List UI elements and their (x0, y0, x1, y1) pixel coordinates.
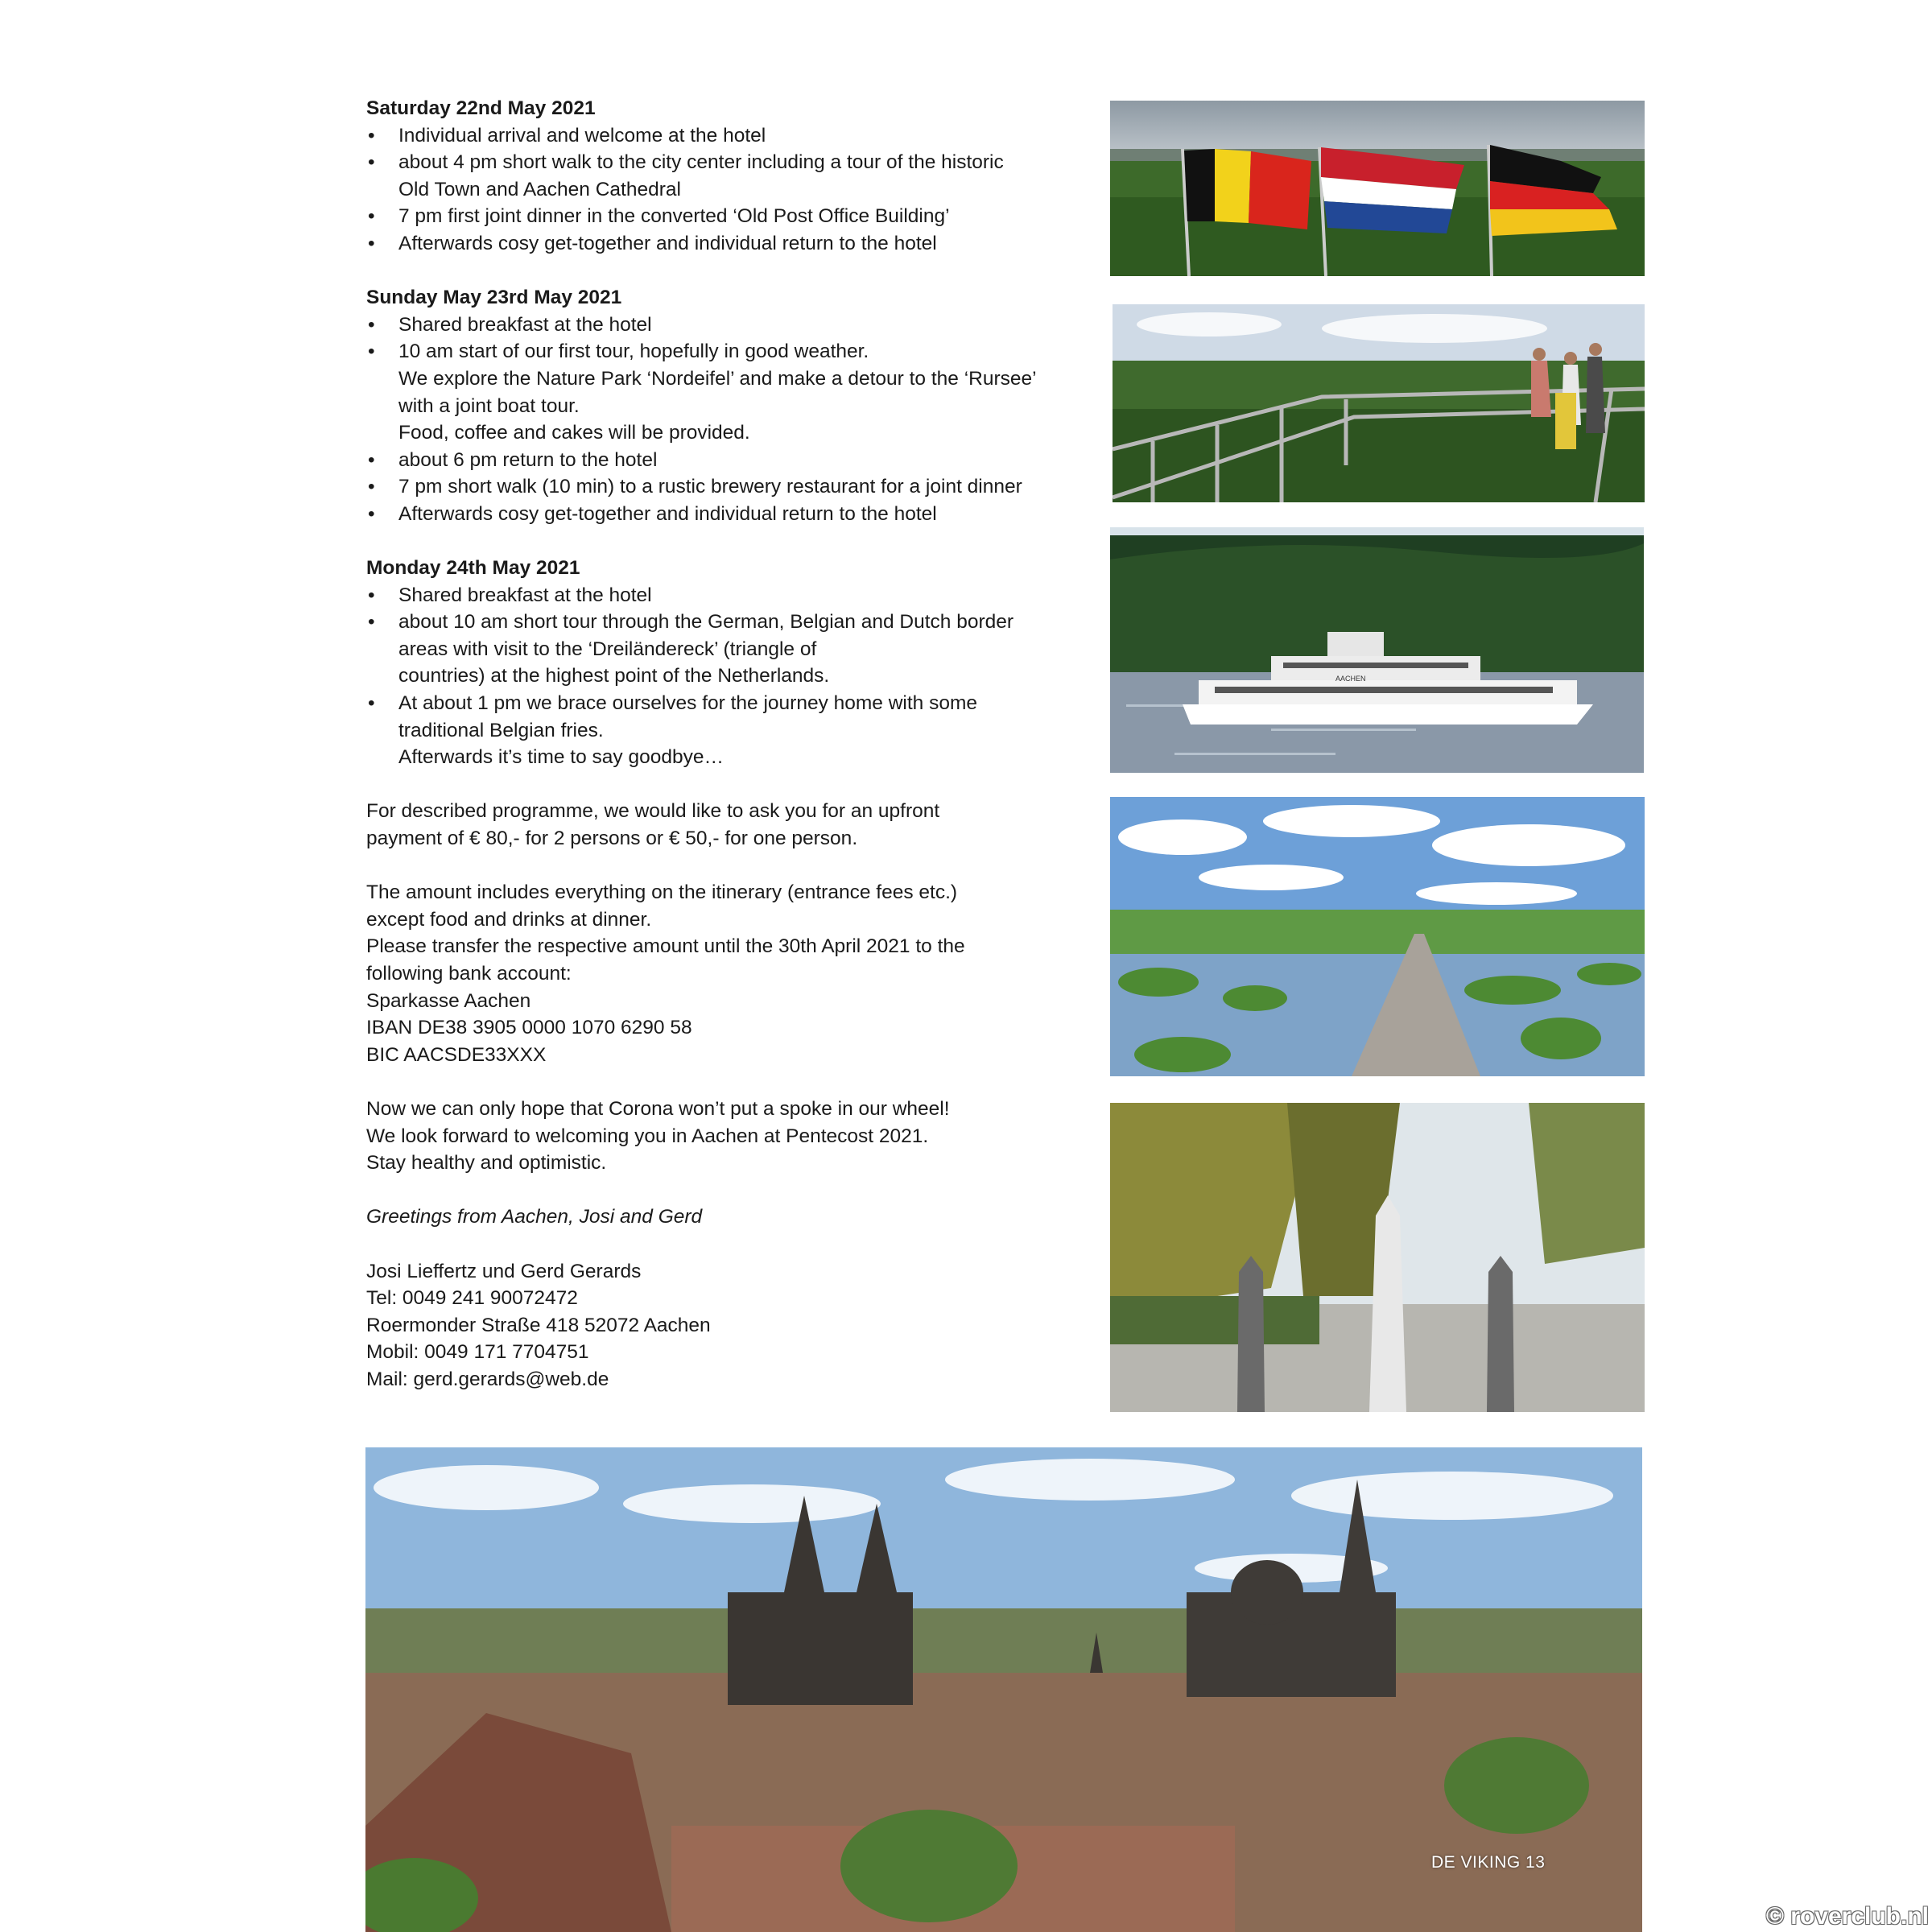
text-line: payment of € 80,- for 2 persons or € 50,- for one person. (366, 828, 858, 850)
list-item (366, 203, 1091, 230)
page-label: DE VIKING 13 (1431, 1853, 1546, 1872)
list-item (366, 501, 1091, 528)
item-line: • about 4 pm short walk to the city center including a tour of the historic (398, 151, 1004, 174)
day-title: Sunday May 23rd May 2021 (366, 287, 622, 309)
photo-moor-boardwalk (1110, 797, 1645, 1076)
contact-phone: Tel: 0049 241 90072472 (366, 1287, 578, 1310)
item-line: • Individual arrival and welcome at the hotel (398, 124, 766, 147)
item-line: areas with visit to the ‘Dreiländereck’ (triangle of (398, 638, 817, 660)
item-line: • 7 pm short walk (10 min) to a rustic brewery restaurant for a joint dinner (398, 476, 1022, 498)
belgium-flag (1184, 149, 1311, 229)
text-line: Now we can only hope that Corona won’t put a spoke in our wheel! (366, 1097, 950, 1120)
list-item (366, 230, 1091, 258)
list-item (366, 690, 1091, 771)
text-line: For described programme, we would like to ask you for an upfront (366, 800, 940, 823)
bic: BIC AACSDE33XXX (366, 1043, 547, 1066)
item-line: • 10 am start of our first tour, hopefully in good weather. (398, 341, 869, 363)
item-line: • Shared breakfast at the hotel (398, 313, 652, 336)
ship-name-text: AACHEN (1335, 675, 1366, 683)
day-sunday (366, 284, 1091, 527)
payment-details (366, 879, 1091, 1068)
greeting: Greetings from Aachen, Josi and Gerd (366, 1206, 703, 1228)
contact-address: Roermonder Straße 418 52072 Aachen (366, 1314, 711, 1336)
item-line: • Afterwards cosy get-together and individual return to the hotel (398, 232, 937, 254)
item-line: • 7 pm first joint dinner in the converted ‘Old Post Office Building’ (398, 205, 950, 228)
item-line: • At about 1 pm we brace ourselves for the journey home with some (398, 692, 978, 715)
iban: IBAN DE38 3905 0000 1070 6290 58 (366, 1017, 692, 1039)
day-title: Saturday 22nd May 2021 (366, 97, 596, 119)
day-title: Monday 24th May 2021 (366, 557, 580, 580)
bank-name: Sparkasse Aachen (366, 989, 531, 1012)
text-line: We look forward to welcoming you in Aachen at Pentecost 2021. (366, 1125, 929, 1147)
photo-observation-tower (1113, 304, 1645, 502)
text-line: except food and drinks at dinner. (366, 908, 652, 931)
text-line: Please transfer the respective amount until the 30th April 2021 to the (366, 935, 965, 958)
day-saturday (366, 95, 1091, 258)
watermark: © roverclub.nl (1765, 1903, 1929, 1930)
list-item (366, 473, 1091, 501)
list-item (366, 582, 1091, 609)
list-item (366, 338, 1091, 446)
day-items (366, 582, 1091, 771)
list-item (366, 312, 1091, 339)
contact-mobile: Mobil: 0049 171 7704751 (366, 1341, 589, 1364)
day-items (366, 122, 1091, 258)
item-line: We explore the Nature Park ‘Nordeifel’ and make a detour to the ‘Rursee’ (398, 367, 1037, 390)
list-item (366, 609, 1091, 690)
contact-block (366, 1258, 1091, 1393)
item-line: traditional Belgian fries. (398, 719, 604, 741)
contact-names: Josi Lieffertz und Gerd Gerards (366, 1260, 642, 1282)
day-items (366, 312, 1091, 528)
day-monday (366, 555, 1091, 771)
closing-text (366, 1096, 1091, 1177)
list-item (366, 149, 1091, 203)
text-line: Stay healthy and optimistic. (366, 1152, 607, 1174)
item-line: Afterwards it’s time to say goodbye… (398, 746, 724, 769)
contact-email: Mail: gerd.gerards@web.de (366, 1368, 609, 1390)
item-line: Old Town and Aachen Cathedral (398, 178, 681, 200)
item-line: • Afterwards cosy get-together and individual return to the hotel (398, 502, 937, 525)
item-line: Food, coffee and cakes will be provided. (398, 422, 750, 444)
text-line: following bank account: (366, 963, 572, 985)
photo-border-triangle (1110, 1103, 1645, 1412)
item-line: • about 6 pm return to the hotel (398, 448, 658, 471)
photo-boat-tour (1110, 527, 1644, 773)
list-item (366, 122, 1091, 150)
item-line: • Shared breakfast at the hotel (398, 584, 652, 606)
item-line: with a joint boat tour. (398, 394, 580, 417)
item-line: countries) at the highest point of the Netherlands. (398, 665, 830, 687)
list-item (366, 447, 1091, 474)
item-line: • about 10 am short tour through the German, Belgian and Dutch border (398, 611, 1014, 634)
photo-flags (1110, 101, 1645, 276)
text-line: The amount includes everything on the itinerary (entrance fees etc.) (366, 881, 958, 904)
itinerary-column (366, 95, 1091, 1420)
payment-intro (366, 798, 1091, 852)
